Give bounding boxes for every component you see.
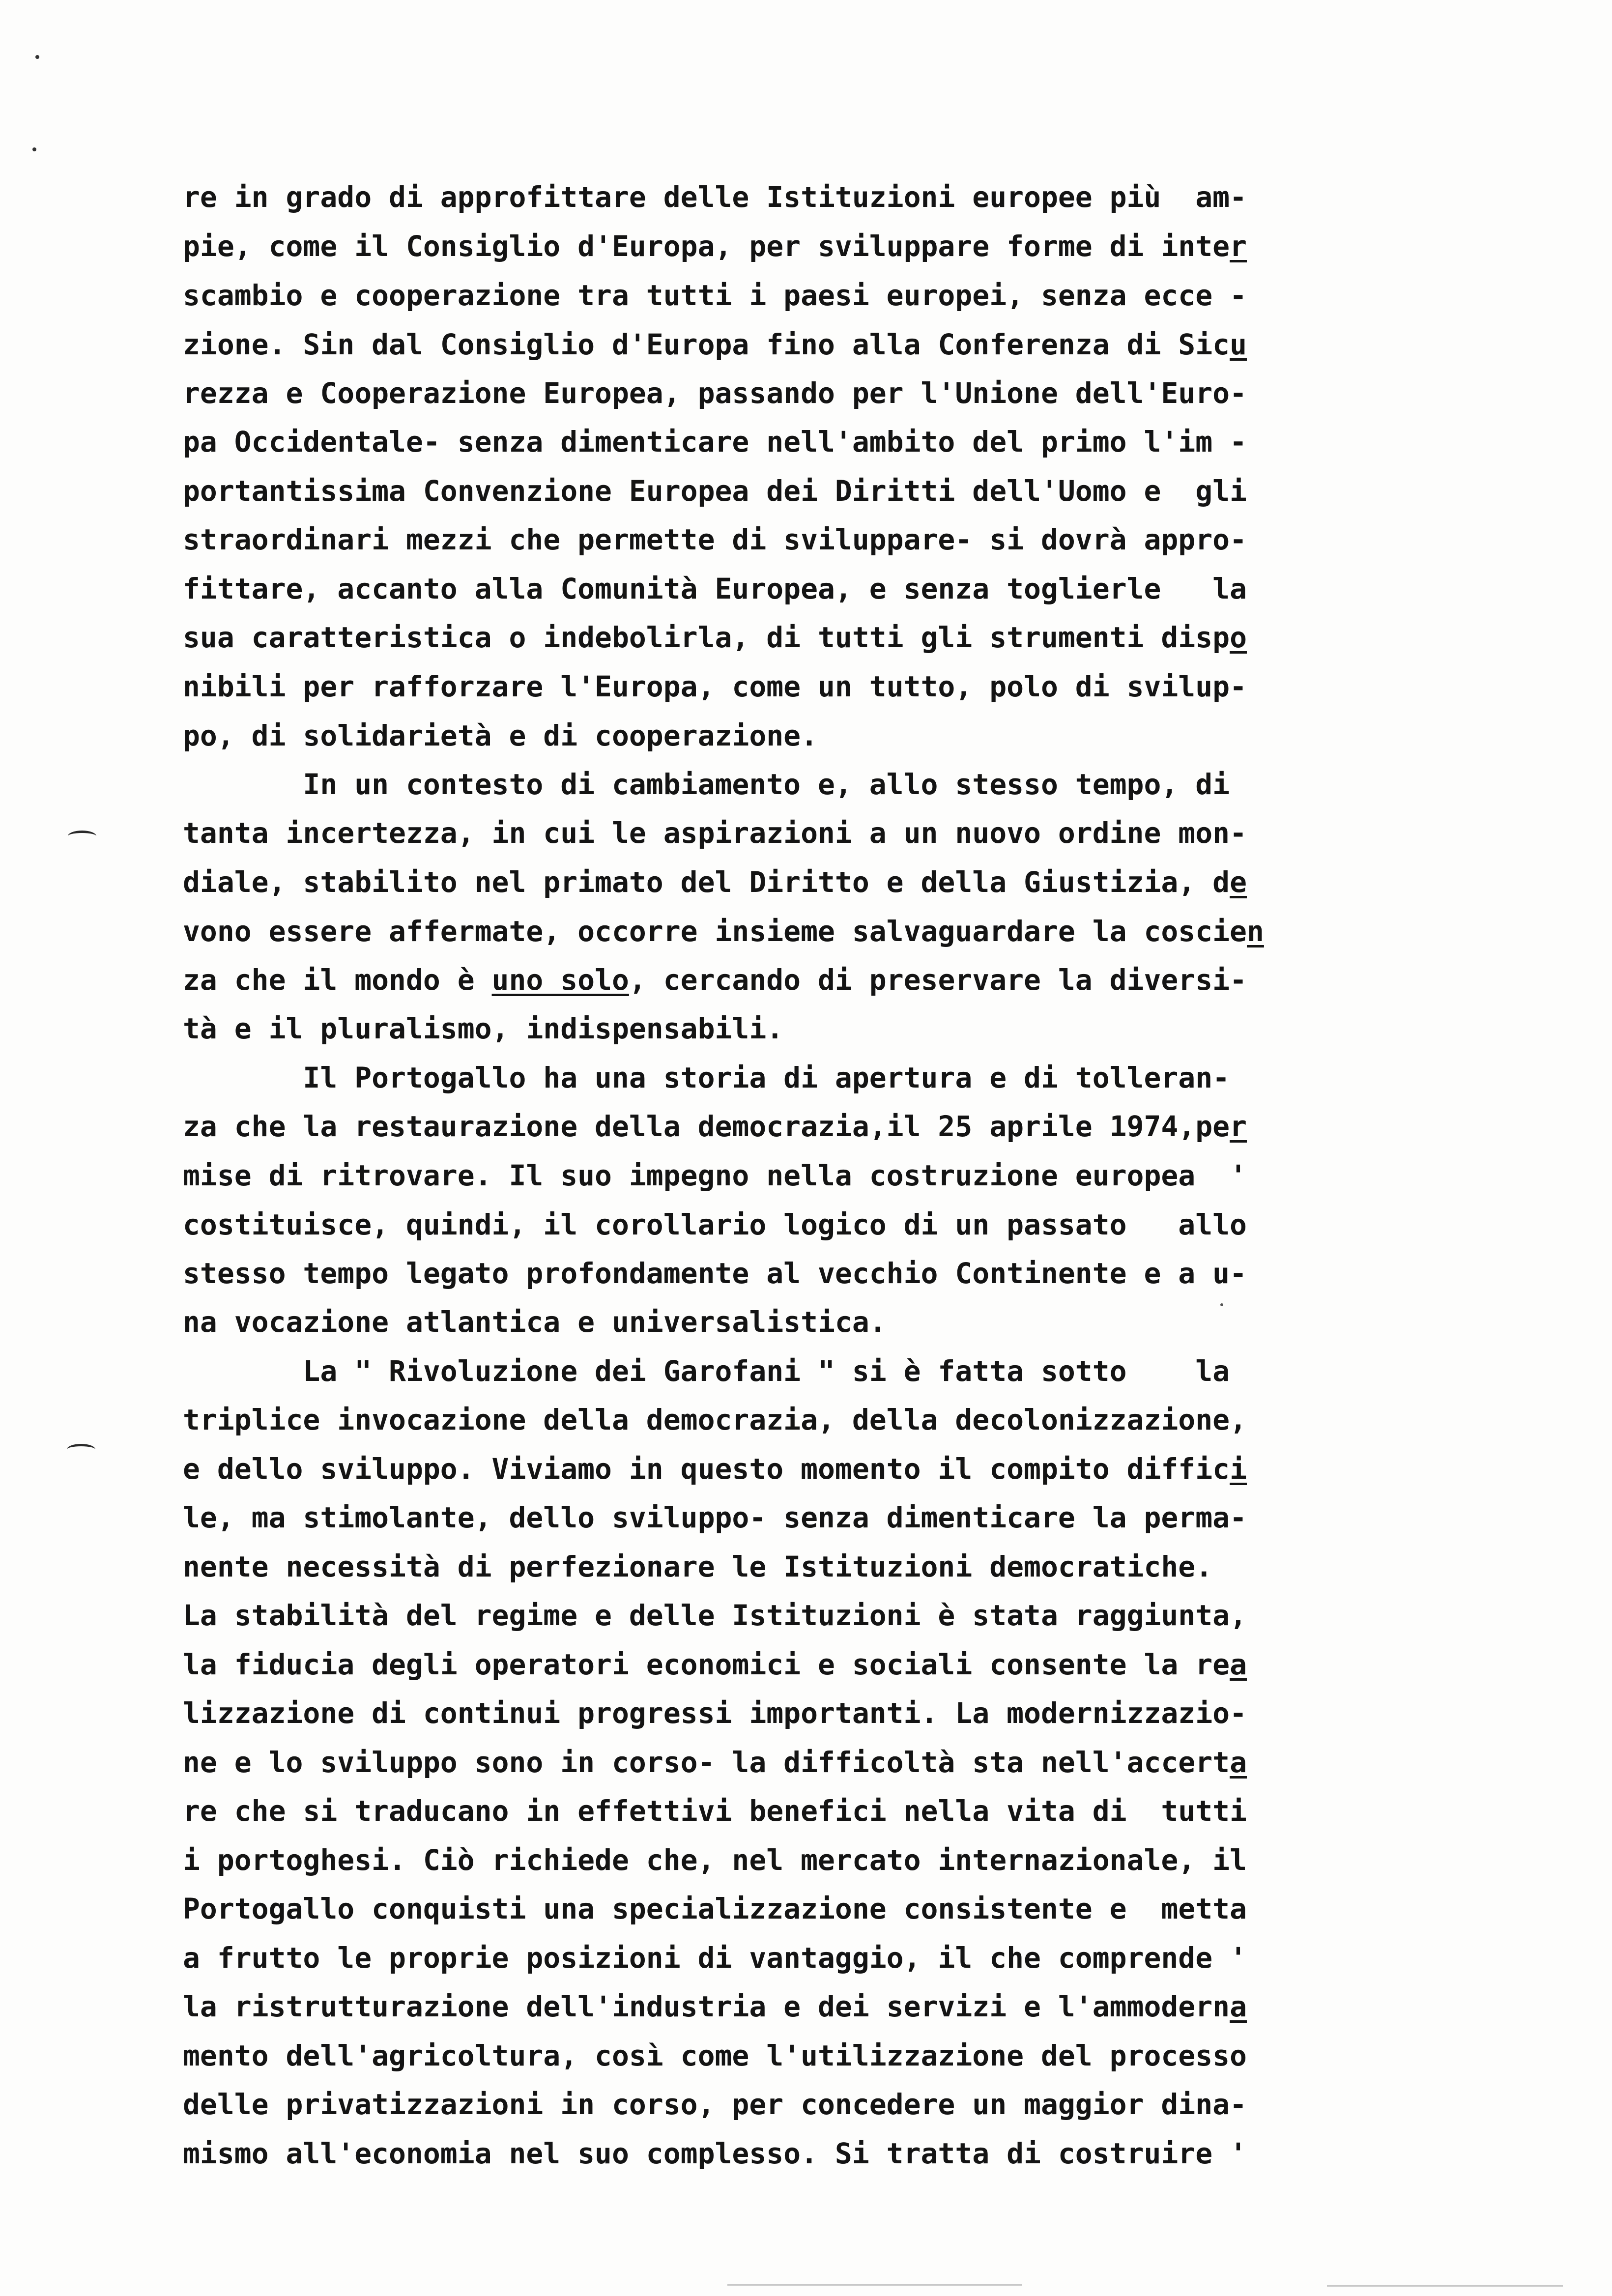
- text-line-01: re in grado di approfittare delle Istituzioni europee più am-: [183, 180, 1247, 214]
- text-line-38: la ristrutturazione dell'industria e dei servizi e l'ammoderna: [183, 1990, 1247, 2023]
- underlined-text: a: [1230, 1990, 1247, 2023]
- ink-speck: [1220, 1303, 1223, 1306]
- bottom-edge-rule-2: [1327, 2285, 1563, 2287]
- underlined-text: i: [1230, 1452, 1247, 1486]
- text-line-21: mise di ritrovare. Il suo impegno nella costruzione europea ': [183, 1159, 1247, 1192]
- text-line-27: e dello sviluppo. Viviamo in questo momento il compito diffici: [183, 1452, 1247, 1486]
- text-line-16: vono essere affermate, occorre insieme salvaguardare la coscien: [183, 915, 1264, 948]
- text-line-31: la fiducia degli operatori economici e sociali consente la rea: [183, 1648, 1247, 1681]
- text-line-12: po, di solidarietà e di cooperazione.: [183, 719, 818, 752]
- text-line-04: zione. Sin dal Consiglio d'Europa fino alla Conferenza di Sicu: [183, 328, 1247, 361]
- text-line-19: Il Portogallo ha una storia di apertura e di tolleran-: [183, 1061, 1230, 1094]
- text-line-15: diale, stabilito nel primato del Diritto e della Giustizia, de: [183, 865, 1247, 899]
- underlined-text: e: [1230, 865, 1247, 899]
- text-line-18: tà e il pluralismo, indispensabili.: [183, 1012, 784, 1045]
- text-line-33: ne e lo sviluppo sono in corso- la difficoltà sta nell'accerta: [183, 1746, 1247, 1779]
- text-line-32: lizzazione di continui progressi importanti. La modernizzazio-: [183, 1696, 1247, 1730]
- text-line-26: triplice invocazione della democrazia, della decolonizzazione,: [183, 1403, 1247, 1436]
- underlined-text: r: [1230, 230, 1247, 263]
- text-line-28: le, ma stimolante, dello sviluppo- senza dimenticare la perma-: [183, 1501, 1247, 1534]
- text-line-30: La stabilità del regime e delle Istituzioni è stata raggiunta,: [183, 1599, 1247, 1632]
- text-line-10: sua caratteristica o indebolirla, di tutti gli strumenti dispo: [183, 621, 1247, 654]
- underlined-text: u: [1230, 328, 1247, 361]
- margin-tick-mark-lower: [67, 1444, 95, 1455]
- text-line-39: mento dell'agricoltura, così come l'utilizzazione del processo: [183, 2039, 1247, 2072]
- underlined-text: r: [1230, 1110, 1247, 1143]
- text-line-34: re che si traducano in effettivi benefici nella vita di tutti: [183, 1794, 1247, 1828]
- text-line-11: nibili per rafforzare l'Europa, come un tutto, polo di svilup-: [183, 670, 1247, 703]
- text-line-14: tanta incertezza, in cui le aspirazioni a un nuovo ordine mon-: [183, 816, 1247, 850]
- underlined-text: a: [1230, 1648, 1247, 1681]
- underlined-text: uno solo: [491, 963, 629, 997]
- text-line-17: za che il mondo è uno solo, cercando di preservare la diversi-: [183, 963, 1247, 997]
- underlined-text: o: [1230, 621, 1247, 654]
- bottom-edge-rule: [727, 2284, 1022, 2286]
- text-line-41: mismo all'economia nel suo complesso. Si tratta di costruire ': [183, 2137, 1247, 2170]
- text-line-03: scambio e cooperazione tra tutti i paesi europei, senza ecce -: [183, 279, 1247, 312]
- underlined-text: a: [1230, 1746, 1247, 1779]
- text-line-22: costituisce, quindi, il corollario logico di un passato allo: [183, 1208, 1247, 1241]
- underlined-text: n: [1246, 915, 1264, 948]
- text-line-36: Portogallo conquisti una specializzazione consistente e metta: [183, 1892, 1247, 1925]
- text-line-08: straordinari mezzi che permette di sviluppare- si dovrà appro-: [183, 523, 1247, 556]
- text-line-20: za che la restaurazione della democrazia,il 25 aprile 1974,per: [183, 1110, 1247, 1143]
- text-line-40: delle privatizzazioni in corso, per concedere un maggior dina-: [183, 2088, 1247, 2121]
- margin-tick-mark-upper: [68, 831, 96, 842]
- margin-dot-second: [32, 147, 36, 151]
- text-line-24: na vocazione atlantica e universalistica.: [183, 1305, 887, 1339]
- text-line-07: portantissima Convenzione Europea dei Diritti dell'Uomo e gli: [183, 474, 1247, 508]
- text-line-05: rezza e Cooperazione Europea, passando per l'Unione dell'Euro-: [183, 376, 1247, 410]
- text-line-23: stesso tempo legato profondamente al vecchio Continente e a u-: [183, 1257, 1247, 1290]
- text-line-25: La " Rivoluzione dei Garofani " si è fatta sotto la: [183, 1354, 1230, 1388]
- text-line-06: pa Occidentale- senza dimenticare nell'ambito del primo l'im -: [183, 425, 1247, 459]
- text-line-02: pie, come il Consiglio d'Europa, per sviluppare forme di inter: [183, 230, 1247, 263]
- text-line-29: nente necessità di perfezionare le Istituzioni democratiche.: [183, 1550, 1213, 1583]
- text-line-13: In un contesto di cambiamento e, allo stesso tempo, di: [183, 768, 1230, 801]
- text-line-37: a frutto le proprie posizioni di vantaggio, il che comprende ': [183, 1941, 1247, 1975]
- text-line-09: fittare, accanto alla Comunità Europea, e senza toglierle la: [183, 572, 1247, 605]
- text-line-35: i portoghesi. Ciò richiede che, nel mercato internazionale, il: [183, 1843, 1247, 1877]
- margin-dot-top: [35, 55, 39, 59]
